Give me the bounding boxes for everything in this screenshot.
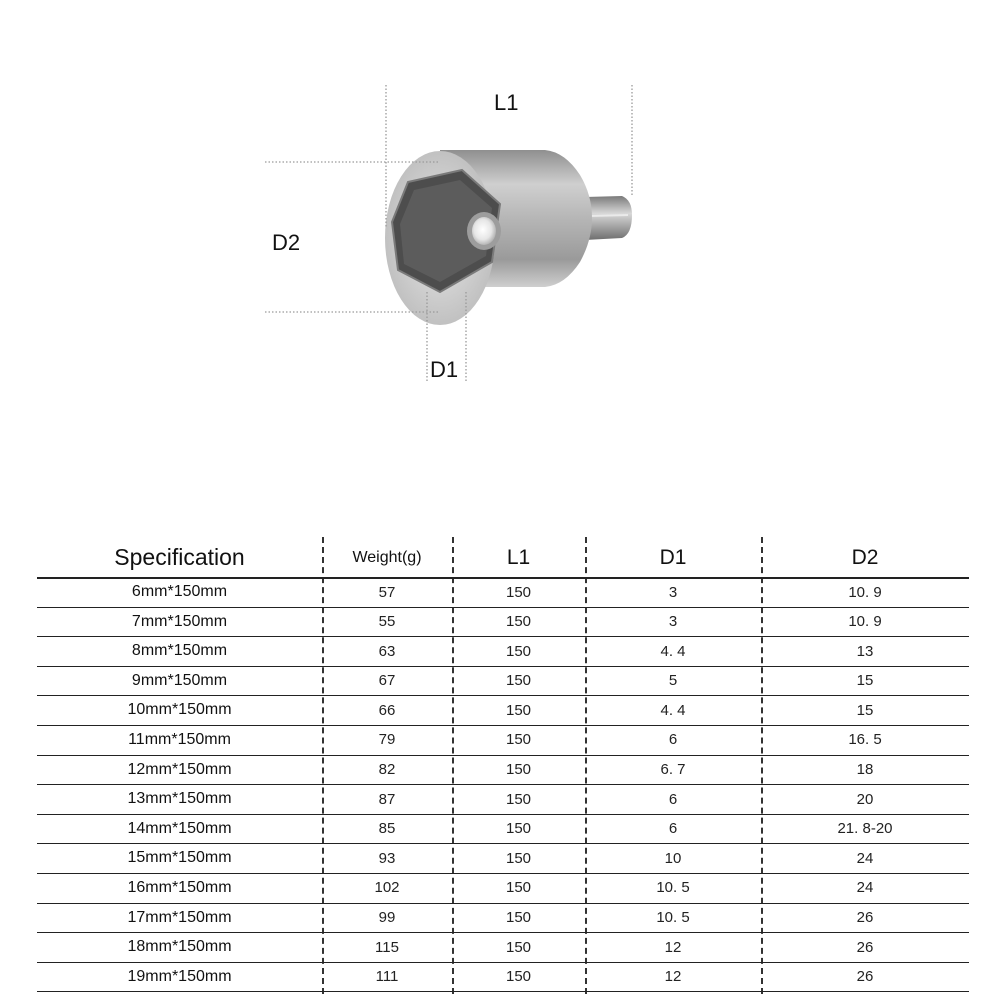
cell-d1: 12 [664, 968, 682, 986]
cell-l1: 150 [505, 642, 532, 660]
table-row [37, 785, 969, 815]
cell-weight: 55 [378, 613, 396, 631]
cell-d1: 10. 5 [656, 909, 690, 927]
specification-table [37, 537, 969, 992]
cell-l1: 150 [505, 761, 532, 779]
cell-l1: 150 [505, 909, 532, 927]
cell-l1: 150 [505, 879, 532, 897]
header-l1: L1 [506, 545, 531, 569]
cell-d1: 6 [668, 790, 678, 808]
cell-weight: 66 [378, 701, 396, 719]
cell-d1: 6. 7 [660, 761, 686, 779]
table-row [37, 874, 969, 904]
cell-weight: 115 [375, 938, 399, 956]
cell-weight: 82 [378, 761, 396, 779]
table-body [37, 578, 969, 992]
cell-spec: 10mm*150mm [127, 701, 232, 719]
table-row [37, 815, 969, 845]
cell-weight: 79 [378, 731, 396, 749]
cell-d2: 20 [856, 790, 874, 808]
cell-d1: 5 [668, 672, 678, 690]
d2-label: D2 [272, 230, 301, 255]
cell-d2: 26 [856, 909, 874, 927]
cell-l1: 150 [505, 583, 532, 601]
cell-d1: 3 [668, 583, 678, 601]
cell-weight: 93 [378, 849, 396, 867]
cell-d2: 15 [856, 672, 874, 690]
table-row [37, 844, 969, 874]
cell-spec: 6mm*150mm [131, 583, 228, 600]
cell-l1: 150 [505, 849, 532, 867]
cell-spec: 9mm*150mm [131, 671, 228, 689]
table-row [37, 726, 969, 756]
cell-spec: 7mm*150mm [131, 612, 228, 630]
header-weight: Weight(g) [352, 548, 422, 566]
cell-d2: 24 [856, 849, 874, 867]
cell-d2: 21. 8-20 [837, 820, 893, 838]
cell-d2: 18 [856, 761, 874, 779]
cell-l1: 150 [505, 613, 532, 631]
table-header [37, 537, 969, 578]
table-row [37, 667, 969, 697]
hex-shank [585, 196, 632, 240]
l1-label: L1 [494, 90, 519, 115]
cell-l1: 150 [505, 672, 532, 690]
cell-weight: 87 [378, 790, 396, 808]
table-row [37, 696, 969, 726]
cell-d1: 4. 4 [660, 642, 686, 660]
cell-d1: 10 [664, 849, 682, 867]
cell-spec: 11mm*150mm [128, 730, 231, 748]
cell-weight: 57 [378, 583, 396, 601]
cell-d1: 4. 4 [660, 701, 686, 719]
cell-d1: 3 [668, 613, 678, 631]
cell-l1: 150 [505, 731, 532, 749]
cell-weight: 63 [378, 642, 396, 660]
cell-l1: 150 [505, 938, 532, 956]
table-row [37, 933, 969, 963]
table-row [37, 904, 969, 934]
magnet [467, 212, 501, 250]
d1-label: D1 [430, 357, 459, 382]
cell-spec: 13mm*150mm [127, 790, 232, 808]
header-d2: D2 [851, 545, 879, 569]
table-row [37, 637, 969, 667]
cell-l1: 150 [505, 790, 532, 808]
cell-spec: 18mm*150mm [127, 938, 232, 956]
cell-d1: 6 [668, 731, 678, 749]
cell-d2: 15 [856, 701, 874, 719]
cell-d2: 24 [856, 879, 874, 897]
header-specification: Specification [114, 544, 245, 570]
cell-d1: 10. 5 [656, 879, 690, 897]
cell-spec: 19mm*150mm [127, 967, 232, 985]
cell-weight: 85 [378, 820, 396, 838]
cell-l1: 150 [505, 820, 532, 838]
header-d1: D1 [659, 545, 687, 569]
cell-weight: 99 [378, 909, 396, 927]
cell-spec: 14mm*150mm [127, 819, 232, 837]
cell-l1: 150 [505, 968, 532, 986]
cell-d2: 26 [856, 968, 874, 986]
table-row [37, 756, 969, 786]
table-row [37, 963, 969, 993]
table-row [37, 578, 969, 608]
cell-weight: 111 [375, 968, 399, 986]
cell-l1: 150 [505, 701, 532, 719]
cell-weight: 67 [378, 672, 396, 690]
cell-weight: 102 [374, 879, 400, 897]
cell-spec: 17mm*150mm [127, 908, 232, 926]
table-row [37, 608, 969, 638]
cell-spec: 16mm*150mm [127, 878, 232, 896]
cell-spec: 15mm*150mm [127, 849, 232, 867]
cell-d1: 6 [668, 820, 678, 838]
cell-d2: 10. 9 [848, 613, 882, 631]
cell-d2: 16. 5 [848, 731, 882, 749]
cell-d1: 12 [664, 938, 682, 956]
cell-spec: 8mm*150mm [131, 642, 228, 660]
cell-d2: 13 [856, 642, 874, 660]
cell-d2: 26 [856, 938, 874, 956]
cell-spec: 12mm*150mm [127, 760, 232, 778]
cell-d2: 10. 9 [848, 583, 882, 601]
